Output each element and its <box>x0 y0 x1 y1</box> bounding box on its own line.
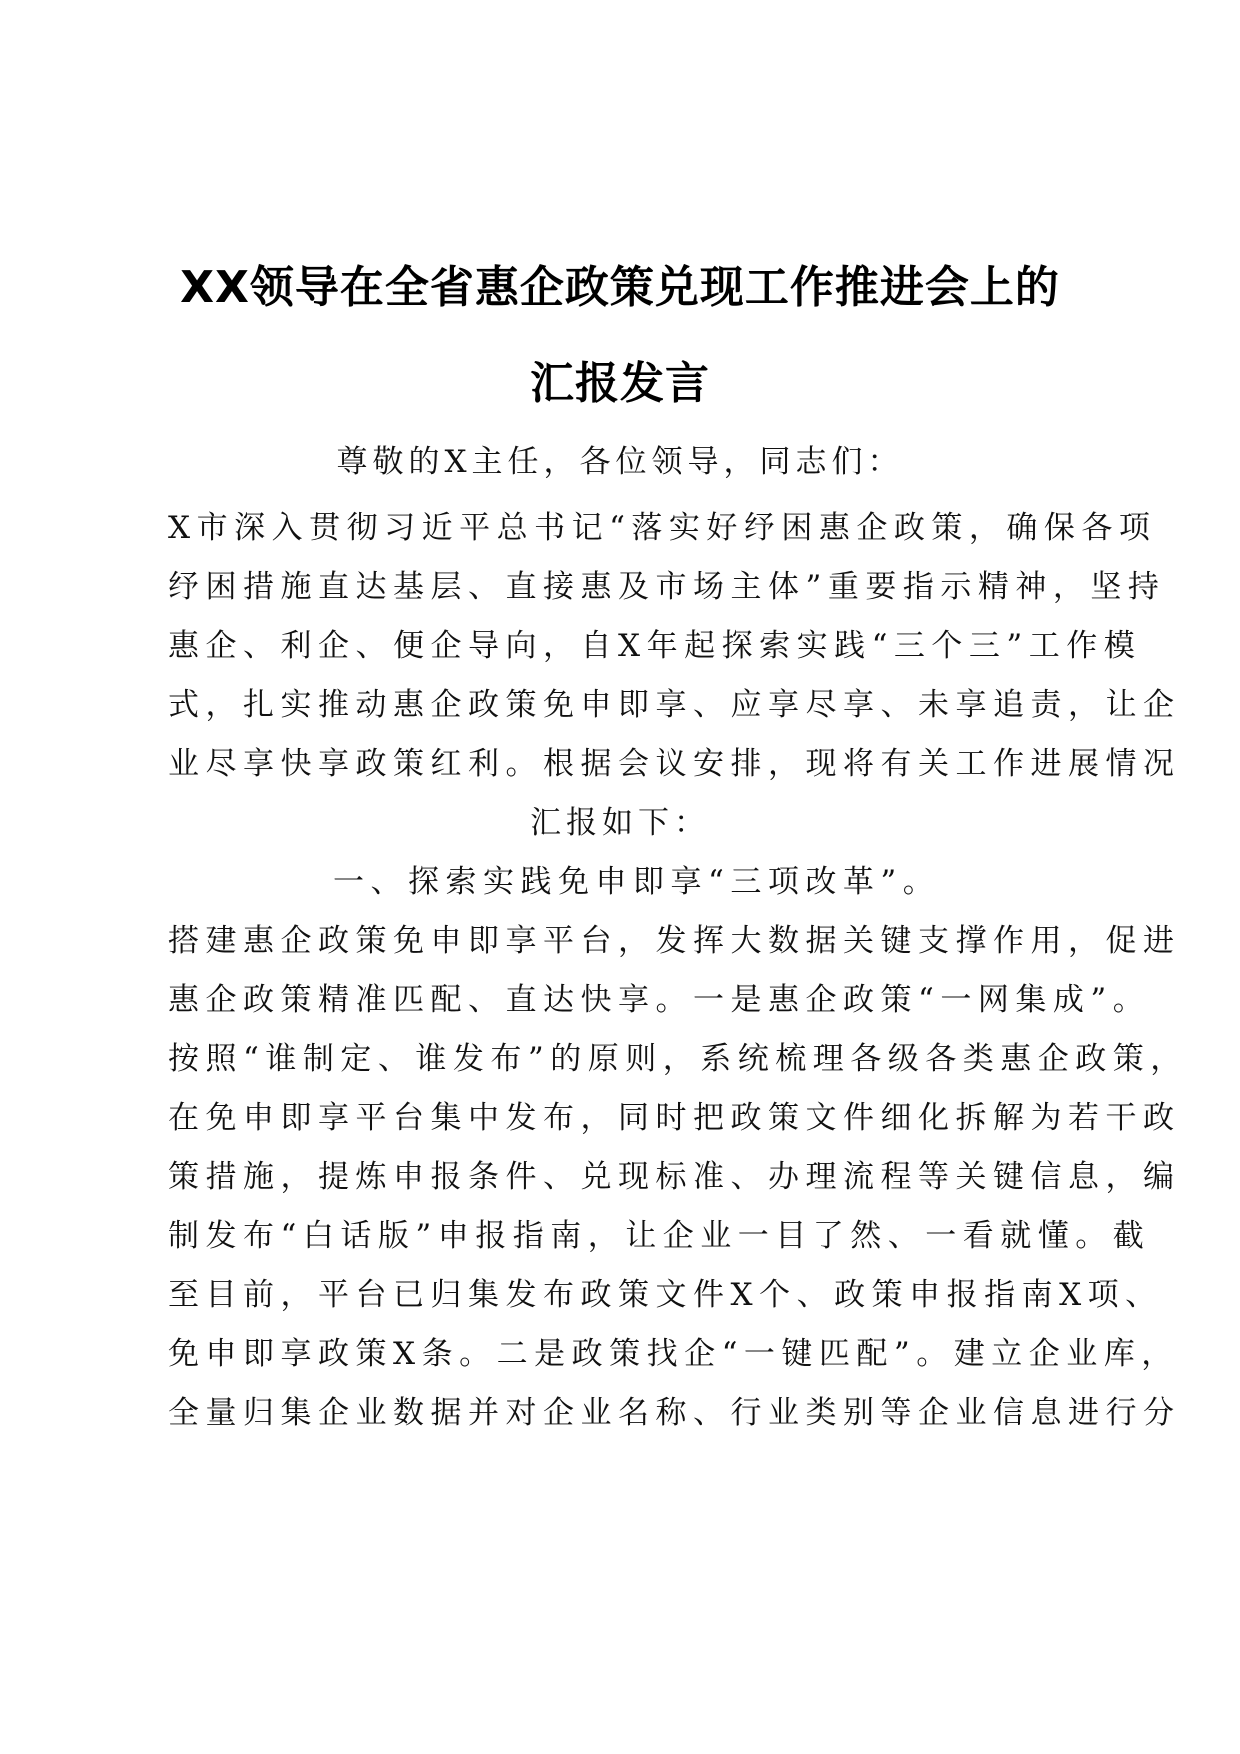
intro-line: X市深入贯彻习近平总书记“落实好纾困惠企政策，确保各项 <box>168 510 1157 546</box>
document-title-line-2: 汇报发言 <box>530 358 710 409</box>
section-1-line: 制发布“白话版”申报指南，让企业一目了然、一看就懂。截 <box>168 1218 1151 1254</box>
section-1-line: 惠企政策精准匹配、直达快享。一是惠企政策“一网集成”。 <box>168 982 1151 1018</box>
section-1-line: 至目前，平台已归集发布政策文件X个、政策申报指南X项、 <box>168 1277 1163 1313</box>
section-1-line: 免申即享政策X条。二是政策找企“一键匹配”。建立企业库， <box>168 1336 1179 1372</box>
section-1-heading: 一、探索实践免申即享“三项改革”。 <box>333 864 941 900</box>
section-1-line: 全量归集企业数据并对企业名称、行业类别等企业信息进行分 <box>168 1395 1181 1431</box>
salutation: 尊敬的X主任，各位领导，同志们： <box>336 444 904 480</box>
intro-line: 业尽享快享政策红利。根据会议安排，现将有关工作进展情况 <box>168 746 1181 782</box>
section-1-line: 搭建惠企政策免申即享平台，发挥大数据关键支撑作用，促进 <box>168 923 1181 959</box>
section-1-line: 按照“谁制定、谁发布”的原则，系统梳理各级各类惠企政策， <box>168 1041 1188 1077</box>
section-1-line: 策措施，提炼申报条件、兑现标准、办理流程等关键信息，编 <box>168 1159 1181 1195</box>
intro-line: 惠企、利企、便企导向，自X年起探索实践“三个三”工作模 <box>168 628 1142 664</box>
section-1-line: 在免申即享平台集中发布，同时把政策文件细化拆解为若干政 <box>168 1100 1181 1136</box>
intro-end: 汇报如下： <box>530 805 710 841</box>
intro-line: 纾困措施直达基层、直接惠及市场主体”重要指示精神，坚持 <box>168 569 1166 605</box>
intro-line: 式，扎实推动惠企政策免申即享、应享尽享、未享追责，让企 <box>168 687 1181 723</box>
document-title-line-1: XX领导在全省惠企政策兑现工作推进会上的 <box>180 262 1060 313</box>
